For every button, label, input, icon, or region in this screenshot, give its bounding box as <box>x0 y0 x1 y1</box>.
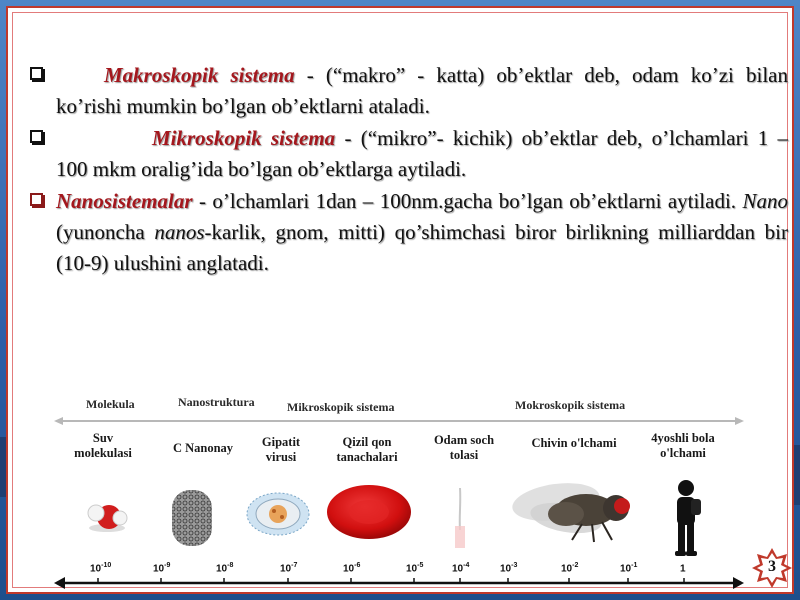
object-label-chivin: Chivin o'lchami <box>531 436 617 450</box>
term-nanosistemalar: Nanosistemalar <box>56 189 193 213</box>
object-label-virus: Gipatit virusi <box>261 435 301 464</box>
definition-text: - o’lchamlari 1dan – 100nm.gacha bo’lgan ob’ektlarni aytiladi. <box>192 189 743 213</box>
tick-label: $10^{-6}$ <box>343 562 361 575</box>
page-number-badge <box>750 546 794 590</box>
italic-word-nanos: nanos <box>154 220 205 244</box>
object-label-qon: Qizil qon tanachalari <box>336 435 398 464</box>
frame-accent-right <box>794 445 800 505</box>
carbon-nanotube-icon <box>170 488 214 548</box>
term-makroskopik: Makroskopik sistema <box>104 63 295 87</box>
red-blood-cell-icon <box>325 483 413 541</box>
size-scale-diagram <box>54 390 744 590</box>
tick-label: $10^{-8}$ <box>216 562 234 575</box>
definition-text: - (“makro” - katta) ob’ektlar deb, odam ko’zi bilan ko’rishi mumkin bo’lgan ob’ektlarni ataladi. <box>56 63 789 118</box>
hair-strand-icon <box>452 486 468 550</box>
tick-label: 1 <box>680 563 686 575</box>
paragraph-nanosistemalar <box>28 186 788 279</box>
scale-axis <box>54 575 744 591</box>
object-label-soch: Odam soch tolasi <box>433 433 495 462</box>
page-number: 3 <box>768 558 776 575</box>
definition-text: (yunoncha <box>56 220 155 244</box>
tick-label: $10^{-9}$ <box>153 562 171 575</box>
tick-label: $10^{-3}$ <box>500 562 518 575</box>
checkbox-bullet-icon <box>30 130 43 143</box>
tick-label: $10^{-4}$ <box>452 562 470 575</box>
child-silhouette-icon <box>666 479 706 557</box>
water-molecule-icon <box>84 498 130 534</box>
category-arrow <box>54 416 744 426</box>
object-label-nanonay: C Nanonay <box>172 441 234 455</box>
term-mikroskopik: Mikroskopik sistema <box>152 126 336 150</box>
italic-word-nano: Nano <box>742 189 788 213</box>
fly-icon <box>504 474 644 544</box>
virus-icon <box>244 490 312 538</box>
paragraph-mikroskopik <box>28 123 788 185</box>
tick-label: $10^{-1}$ <box>620 562 638 575</box>
tick-label: $10^{-10}$ <box>90 562 112 575</box>
definition-text: - (“mikro”- kichik) ob’ektlar deb, o’lchamlari 1 – 100 mkm oralig’ida bo’lgan ob’ektlarga aytiladi. <box>56 126 789 181</box>
object-label-suv: Suv molekulasi <box>74 431 132 460</box>
object-label-bola: 4yoshli bola o'lchami <box>651 431 715 460</box>
tick-label: $10^{-7}$ <box>280 562 298 575</box>
tick-label: $10^{-5}$ <box>406 562 424 575</box>
category-label: Mokroskopik sistema <box>515 398 626 412</box>
category-label: Nanostruktura <box>178 395 255 409</box>
checkbox-bullet-icon <box>30 193 43 206</box>
checkbox-bullet-icon <box>30 67 43 80</box>
paragraph-makroskopik <box>28 60 788 122</box>
definition-text: -karlik, gnom, mitti) qo’shimchasi biror birlikning milliarddan bir (10-9) ulushini anglatadi. <box>56 220 788 275</box>
category-label: Mikroskopik sistema <box>287 400 395 414</box>
tick-label: $10^{-2}$ <box>561 562 579 575</box>
category-label: Molekula <box>86 397 135 411</box>
